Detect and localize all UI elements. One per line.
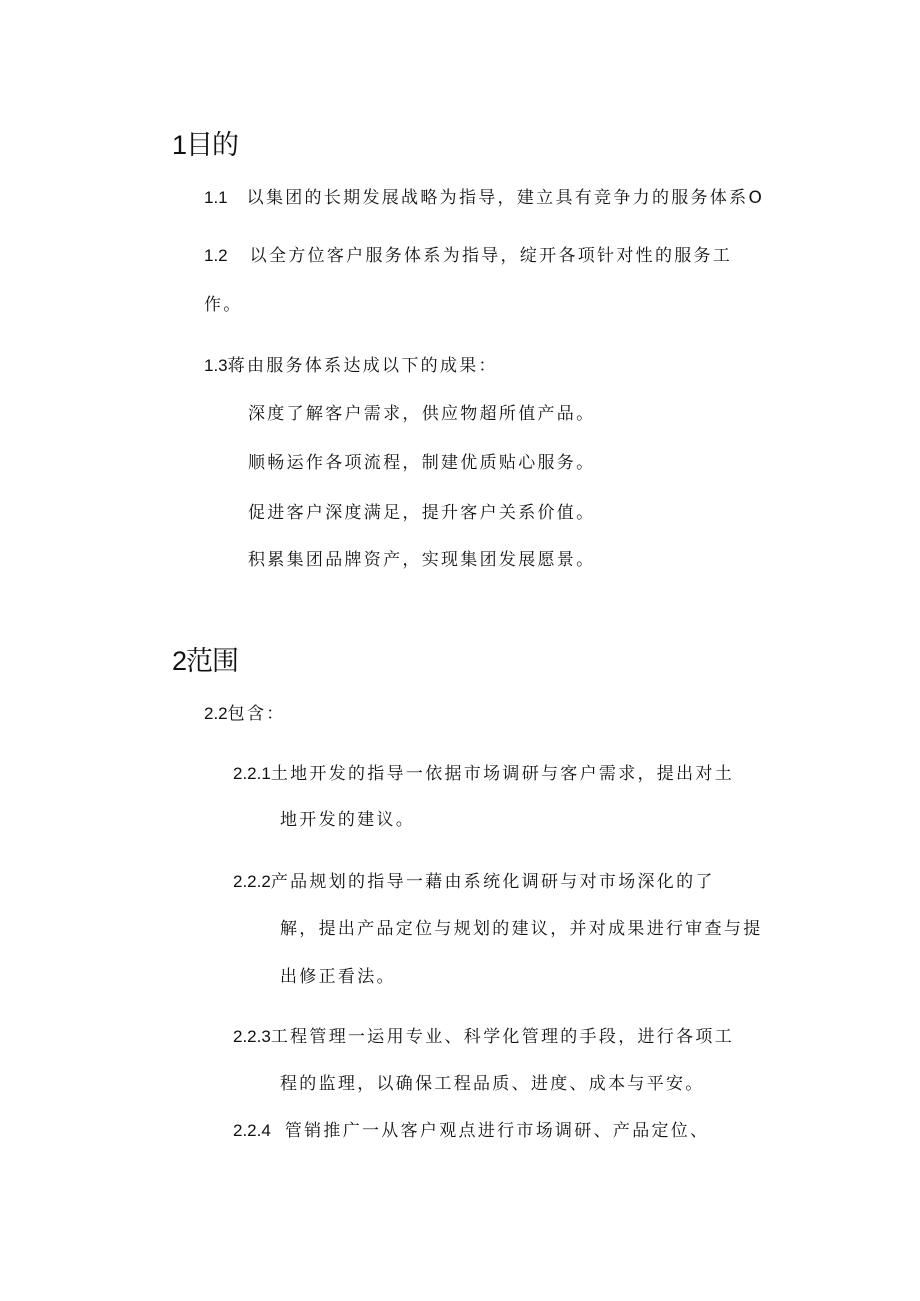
item-text: 土地开发的指导一依据市场调研与客户需求，提出对土 [270, 764, 735, 784]
result-line: 深度了解客户需求，供应物超所值产品。 [248, 404, 596, 424]
item-number: 1.1 [204, 188, 228, 207]
item-number: 2.2 [204, 704, 228, 723]
item-2-2-2-continuation: 解，提出产品定位与规划的建议，并对成果进行审查与提 [280, 919, 763, 939]
item-number: 1.3 [204, 356, 228, 375]
item-2-2-2 [233, 873, 715, 891]
item-text: 蒋由服务体系达成以下的成果： [227, 356, 498, 376]
item-2-2 [204, 705, 286, 723]
item-1-3 [204, 357, 498, 375]
item-2-2-4 [233, 1122, 709, 1140]
item-text: 管销推广一从客户观点进行市场调研、产品定位、 [284, 1121, 710, 1141]
item-text: 以集团的长期发展战略为指导，建立具有竞争力的服务体系O [246, 188, 765, 208]
item-1-2-continuation: 作。 [204, 295, 243, 315]
item-1-1 [204, 189, 764, 207]
item-2-2-3-continuation: 程的监理，以确保工程品质、进度、成本与平安。 [280, 1074, 705, 1094]
item-text: 以全方位客户服务体系为指导，绽开各项针对性的服务工 [249, 246, 733, 266]
item-number: 2.2.4 [233, 1121, 271, 1140]
item-2-2-2-continuation: 出修正看法。 [280, 967, 396, 987]
item-2-2-1 [233, 765, 734, 783]
item-text: 包含： [227, 704, 286, 724]
item-text: 工程管理一运用专业、科学化管理的手段，进行各项工 [270, 1027, 735, 1047]
item-text: 产品规划的指导一藉由系统化调研与对市场深化的了 [270, 872, 715, 892]
item-2-2-3 [233, 1028, 734, 1046]
section-heading-scope: 2范围 [172, 646, 239, 676]
section-heading-purpose: 1目的 [172, 130, 239, 160]
item-2-2-1-continuation: 地开发的建议。 [280, 810, 416, 830]
item-number: 1.2 [204, 246, 228, 265]
result-line: 积累集团品牌资产，实现集团发展愿景。 [248, 550, 596, 570]
item-number: 2.2.3 [233, 1027, 271, 1046]
item-number: 2.2.1 [233, 764, 271, 783]
item-number: 2.2.2 [233, 872, 271, 891]
result-line: 促进客户深度满足，提升客户关系价值。 [248, 503, 596, 523]
result-line: 顺畅运作各项流程，制建优质贴心服务。 [248, 453, 596, 473]
item-1-2 [204, 247, 732, 265]
